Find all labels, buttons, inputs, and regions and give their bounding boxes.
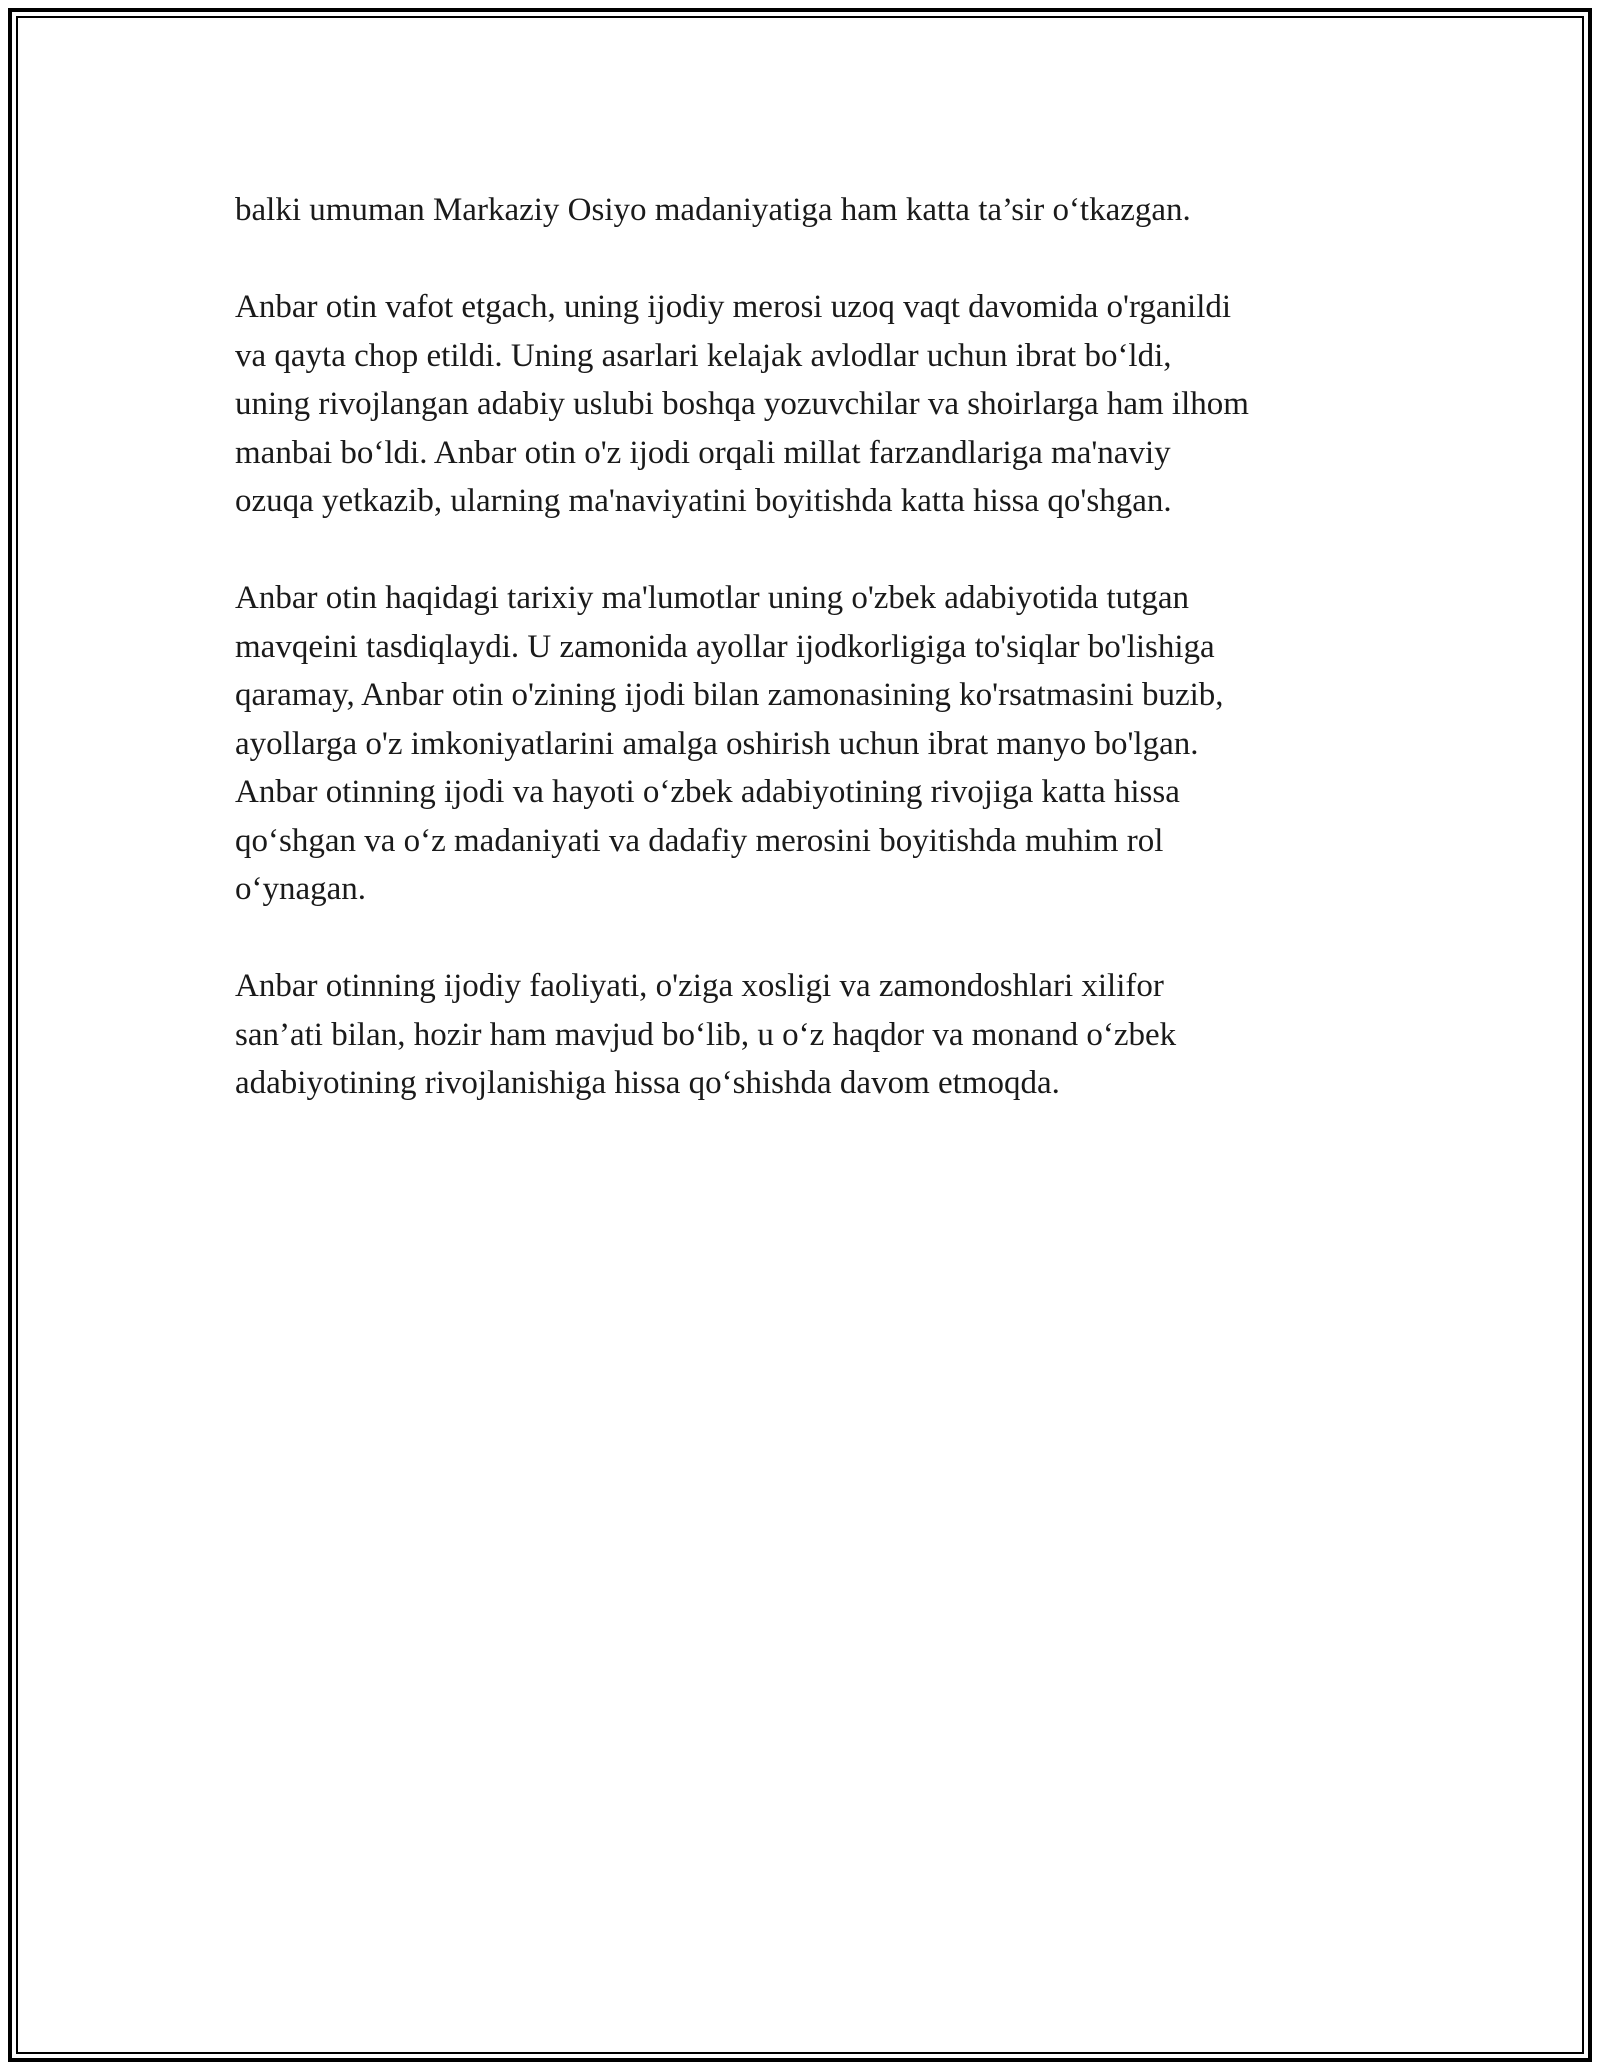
- text-line: Anbar otinning ijodiy faoliyati, o'ziga xosligi va zamondoshlari xilifor: [235, 968, 1164, 1004]
- text-line: mavqeini tasdiqlaydi. U zamonida ayollar ijodkorligiga to'siqlar bo'lishiga: [235, 628, 1215, 665]
- paragraph-2: [235, 283, 1375, 526]
- paragraph-3: [235, 574, 1375, 914]
- text-line: qo‘shgan va o‘z madaniyati va dadafiy merosini boyitishda muhim rol: [235, 822, 1164, 859]
- text-line: ozuqa yetkazib, ularning ma'naviyatini boyitishda katta hissa qo'shgan.: [235, 483, 1172, 519]
- text-line: va qayta chop etildi. Uning asarlari kelajak avlodlar uchun ibrat bo‘ldi,: [235, 337, 1172, 374]
- text-line: Anbar otinning ijodi va hayoti o‘zbek adabiyotining rivojiga katta hissa: [235, 774, 1180, 810]
- document-body: [235, 186, 1375, 1156]
- text-line: balki umuman Markaziy Osiyo madaniyatiga ham katta ta’sir o‘tkazgan.: [235, 192, 1191, 228]
- text-line: manbai bo‘ldi. Anbar otin o'z ijodi orqali millat farzandlariga ma'naviy: [235, 434, 1171, 471]
- text-line: ayollarga o'z imkoniyatlarini amalga oshirish uchun ibrat manyo bo'lgan.: [235, 725, 1199, 762]
- text-line: qaramay, Anbar otin o'zining ijodi bilan zamonasining ko'rsatmasini buzib,: [235, 677, 1224, 713]
- text-line: san’ati bilan, hozir ham mavjud bo‘lib, u o‘z haqdor va monand o‘zbek: [235, 1016, 1177, 1053]
- text-line: Anbar otin haqidagi tarixiy ma'lumotlar uning o'zbek adabiyotida tutgan: [235, 580, 1189, 616]
- paragraph-1: [235, 186, 1375, 235]
- text-line: adabiyotining rivojlanishiga hissa qo‘shishda davom etmoqda.: [235, 1065, 1060, 1101]
- text-line: o‘ynagan.: [235, 871, 367, 907]
- text-line: uning rivojlangan adabiy uslubi boshqa yozuvchilar va shoirlarga ham ilhom: [235, 386, 1249, 422]
- paragraph-4: [235, 962, 1375, 1108]
- text-line: Anbar otin vafot etgach, uning ijodiy merosi uzoq vaqt davomida o'rganildi: [235, 289, 1232, 325]
